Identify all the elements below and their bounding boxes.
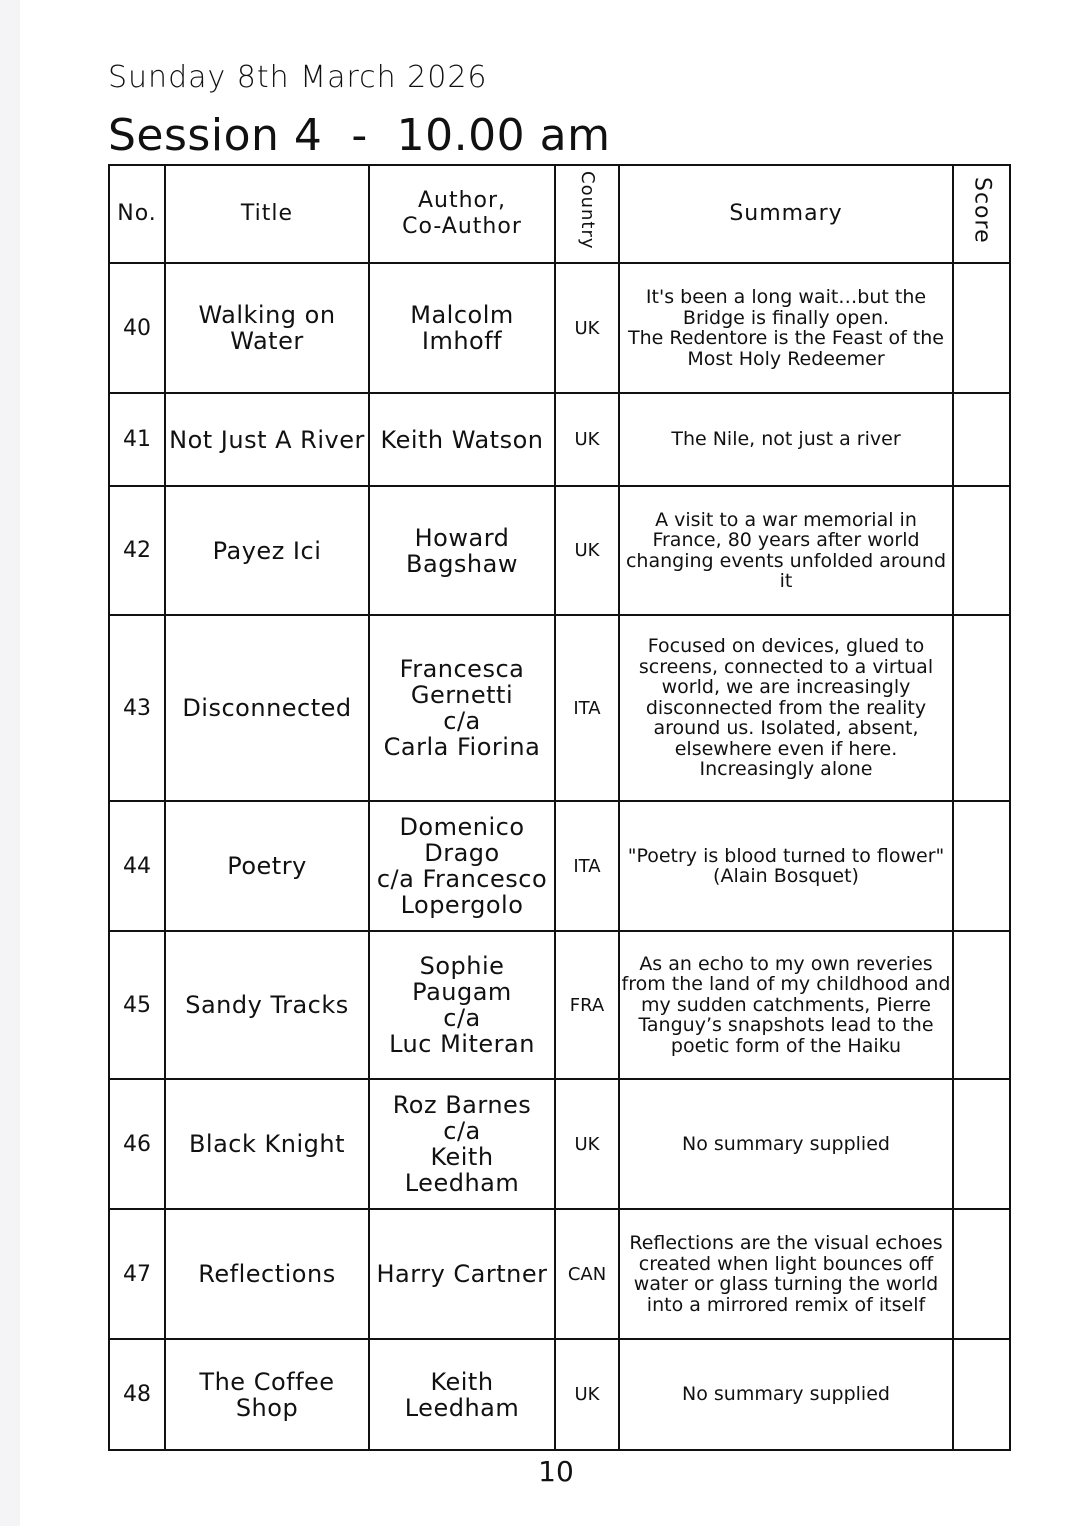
entry-number: 42 xyxy=(109,486,165,615)
entry-number: 44 xyxy=(109,801,165,931)
entry-title: Payez Ici xyxy=(165,486,369,615)
table-row xyxy=(109,1209,1010,1339)
entry-author: Domenico Drago c/a Francesco Lopergolo xyxy=(369,801,555,931)
entry-title: Sandy Tracks xyxy=(165,931,369,1079)
score-cell[interactable] xyxy=(953,263,1010,393)
entry-country: UK xyxy=(555,393,619,486)
entry-country: UK xyxy=(555,1339,619,1450)
entry-number: 47 xyxy=(109,1209,165,1339)
score-cell[interactable] xyxy=(953,1339,1010,1450)
entry-title: Not Just A River xyxy=(165,393,369,486)
score-cell[interactable] xyxy=(953,931,1010,1079)
score-cell[interactable] xyxy=(953,393,1010,486)
entry-title: The Coffee Shop xyxy=(165,1339,369,1450)
entry-title: Walking on Water xyxy=(165,263,369,393)
session-date: Sunday 8th March 2026 xyxy=(108,60,488,95)
table-row xyxy=(109,615,1010,801)
column-header-no: No. xyxy=(109,165,165,263)
column-header-title: Title xyxy=(165,165,369,263)
entry-title: Poetry xyxy=(165,801,369,931)
score-cell[interactable] xyxy=(953,486,1010,615)
table-row xyxy=(109,486,1010,615)
table-row xyxy=(109,931,1010,1079)
session-title: Session 4 - 10.00 am xyxy=(108,110,611,161)
column-header-summary: Summary xyxy=(619,165,953,263)
entry-author: Harry Cartner xyxy=(369,1209,555,1339)
entry-summary: No summary supplied xyxy=(619,1079,953,1209)
entry-country: UK xyxy=(555,486,619,615)
page-number: 10 xyxy=(538,1455,574,1488)
table-row xyxy=(109,1079,1010,1209)
table-row xyxy=(109,1339,1010,1450)
score-cell[interactable] xyxy=(953,1079,1010,1209)
score-cell[interactable] xyxy=(953,1209,1010,1339)
entry-country: ITA xyxy=(555,615,619,801)
entry-author: Keith Leedham xyxy=(369,1339,555,1450)
column-header-score: Score xyxy=(953,165,1010,263)
entry-number: 48 xyxy=(109,1339,165,1450)
entry-number: 45 xyxy=(109,931,165,1079)
entry-country: UK xyxy=(555,263,619,393)
entry-summary: A visit to a war memorial in France, 80 years after world changing events unfolded around it xyxy=(619,486,953,615)
entry-country: UK xyxy=(555,1079,619,1209)
entry-author: Roz Barnes c/a Keith Leedham xyxy=(369,1079,555,1209)
score-cell[interactable] xyxy=(953,615,1010,801)
table-row xyxy=(109,801,1010,931)
table-row xyxy=(109,263,1010,393)
entry-number: 46 xyxy=(109,1079,165,1209)
entry-number: 40 xyxy=(109,263,165,393)
entry-author: Sophie Paugam c/a Luc Miteran xyxy=(369,931,555,1079)
entry-title: Reflections xyxy=(165,1209,369,1339)
entry-number: 43 xyxy=(109,615,165,801)
column-header-author: Author, Co-Author xyxy=(369,165,555,263)
entry-summary: "Poetry is blood turned to flower" (Alain Bosquet) xyxy=(619,801,953,931)
page xyxy=(20,0,1092,1526)
entry-summary: No summary supplied xyxy=(619,1339,953,1450)
entry-country: FRA xyxy=(555,931,619,1079)
entry-summary: The Nile, not just a river xyxy=(619,393,953,486)
column-header-country: Country xyxy=(555,165,619,263)
header-row xyxy=(109,165,1010,263)
entries-table xyxy=(108,164,1011,1451)
entry-number: 41 xyxy=(109,393,165,486)
entry-author: Howard Bagshaw xyxy=(369,486,555,615)
table-row xyxy=(109,393,1010,486)
entry-country: CAN xyxy=(555,1209,619,1339)
entry-summary: It's been a long wait…but the Bridge is finally open. The Redentore is the Feast of the Most Holy Redeemer xyxy=(619,263,953,393)
entry-summary: Focused on devices, glued to screens, connected to a virtual world, we are increasingly disconnected from the reality around us. Isolated, absent, elsewhere even if here. Increasingly alone xyxy=(619,615,953,801)
entry-country: ITA xyxy=(555,801,619,931)
entry-author: Malcolm Imhoff xyxy=(369,263,555,393)
entry-summary: As an echo to my own reveries from the land of my childhood and my sudden catchments, Pierre Tanguy’s snapshots lead to the poetic form of the Haiku xyxy=(619,931,953,1079)
entry-summary: Reflections are the visual echoes created when light bounces off water or glass turning the world into a mirrored remix of itself xyxy=(619,1209,953,1339)
entry-title: Disconnected xyxy=(165,615,369,801)
entry-author: Francesca Gernetti c/a Carla Fiorina xyxy=(369,615,555,801)
entry-author: Keith Watson xyxy=(369,393,555,486)
score-cell[interactable] xyxy=(953,801,1010,931)
entry-title: Black Knight xyxy=(165,1079,369,1209)
